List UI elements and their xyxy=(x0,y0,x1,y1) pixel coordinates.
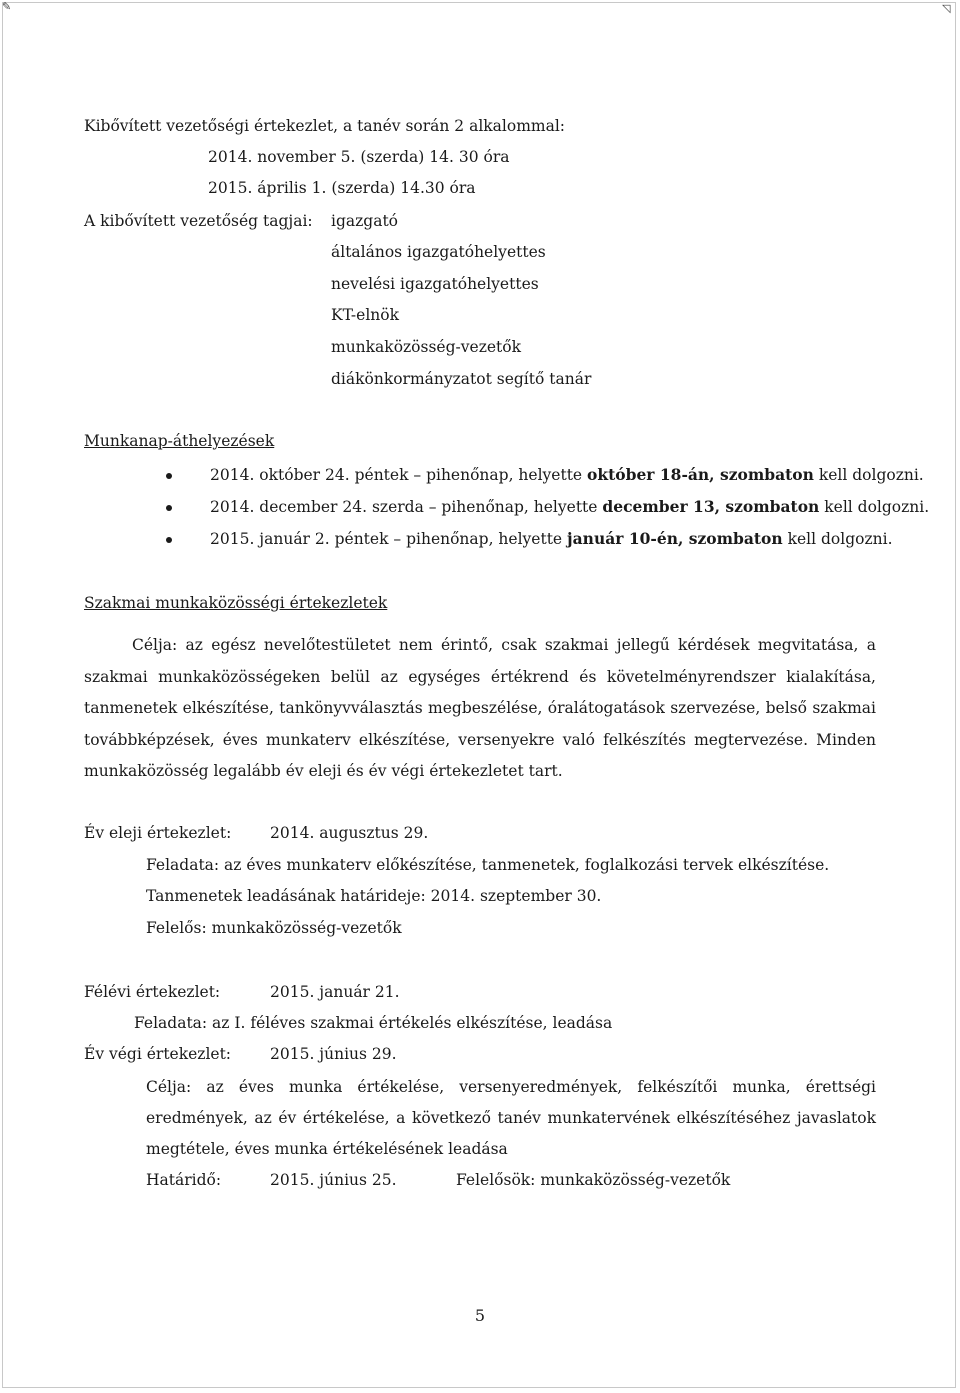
start-meeting-date: 2014. augusztus 29. xyxy=(270,824,429,842)
section-title-workday: Munkanap-áthelyezések xyxy=(84,432,275,450)
start-meeting-deadline: Tanmenetek leadásának határideje: 2014. szeptember 30. xyxy=(146,887,602,905)
member-item: KT-elnök xyxy=(331,306,399,324)
member-item: igazgató xyxy=(331,212,399,230)
meeting-date-1: 2014. november 5. (szerda) 14. 30 óra xyxy=(208,148,510,166)
end-meeting-label: Év végi értekezlet: xyxy=(84,1045,232,1063)
bullet-icon xyxy=(166,537,172,543)
mid-meeting-task: Feladata: az I. féléves szakmai értékelés elkészítése, leadása xyxy=(134,1014,613,1032)
pin-icon: ✎ xyxy=(2,0,12,13)
corner-fold-icon: ◹ xyxy=(942,2,951,15)
mid-meeting-label: Félévi értekezlet: xyxy=(84,983,221,1001)
end-meeting-deadline-label: Határidő: xyxy=(146,1171,222,1189)
start-meeting-responsible: Felelős: munkaközösség-vezetők xyxy=(146,919,402,937)
member-item: általános igazgatóhelyettes xyxy=(331,243,546,261)
start-meeting-label: Év eleji értekezlet: xyxy=(84,824,232,842)
members-label: A kibővített vezetőség tagjai: xyxy=(84,212,313,230)
list-item: 2015. január 2. péntek – pihenőnap, helyette január 10-én, szombaton kell dolgozni. xyxy=(210,529,893,548)
member-item: nevelési igazgatóhelyettes xyxy=(331,275,539,293)
page-number: 5 xyxy=(474,1306,486,1325)
bullet-icon xyxy=(166,505,172,511)
end-meeting-goal: Célja: az éves munka értékelése, versenyeredmények, felkészítői munka, érettségi eredmények, az év értékelése, a következő tanév munkatervének elkészítéséhez javaslatok megtétele, éves munka értékelésének leadása xyxy=(146,1078,876,1158)
section-title-professional: Szakmai munkaközösségi értekezletek xyxy=(84,594,388,612)
meeting-intro: Kibővített vezetőségi értekezlet, a tanév során 2 alkalommal: xyxy=(84,117,566,135)
end-meeting-date: 2015. június 29. xyxy=(270,1045,397,1063)
list-item: 2014. december 24. szerda – pihenőnap, helyette december 13, szombaton kell dolgozni. xyxy=(210,497,930,516)
end-meeting-deadline-date: 2015. június 25. xyxy=(270,1171,397,1189)
mid-meeting-date: 2015. január 21. xyxy=(270,983,400,1001)
member-item: diákönkormányzatot segítő tanár xyxy=(331,370,592,388)
professional-paragraph: Célja: az egész nevelőtestületet nem érintő, csak szakmai jellegű kérdések megvitatása, a szakmai munkaközösségeken belül az egységes értékrend és követelményrendszer kialakítása, tanmenetek elkészítése, tankönyvválasztás megbeszélése, óralátogatások szervezése, belső szakmai továbbképzések, éves munkaterv elkészítése, versenyekre való felkészítés megtervezése. Minden munkaközösség legalább év eleji és év végi értekezletet tart. xyxy=(84,636,876,780)
member-item: munkaközösség-vezetők xyxy=(331,338,521,356)
end-meeting-responsible: Felelősök: munkaközösség-vezetők xyxy=(456,1171,731,1189)
list-item: 2014. október 24. péntek – pihenőnap, helyette október 18-án, szombaton kell dolgozni. xyxy=(210,465,924,484)
start-meeting-task: Feladata: az éves munkaterv előkészítése, tanmenetek, foglalkozási tervek elkészítése. xyxy=(146,856,830,874)
bullet-icon xyxy=(166,473,172,479)
meeting-date-2: 2015. április 1. (szerda) 14.30 óra xyxy=(208,179,476,197)
